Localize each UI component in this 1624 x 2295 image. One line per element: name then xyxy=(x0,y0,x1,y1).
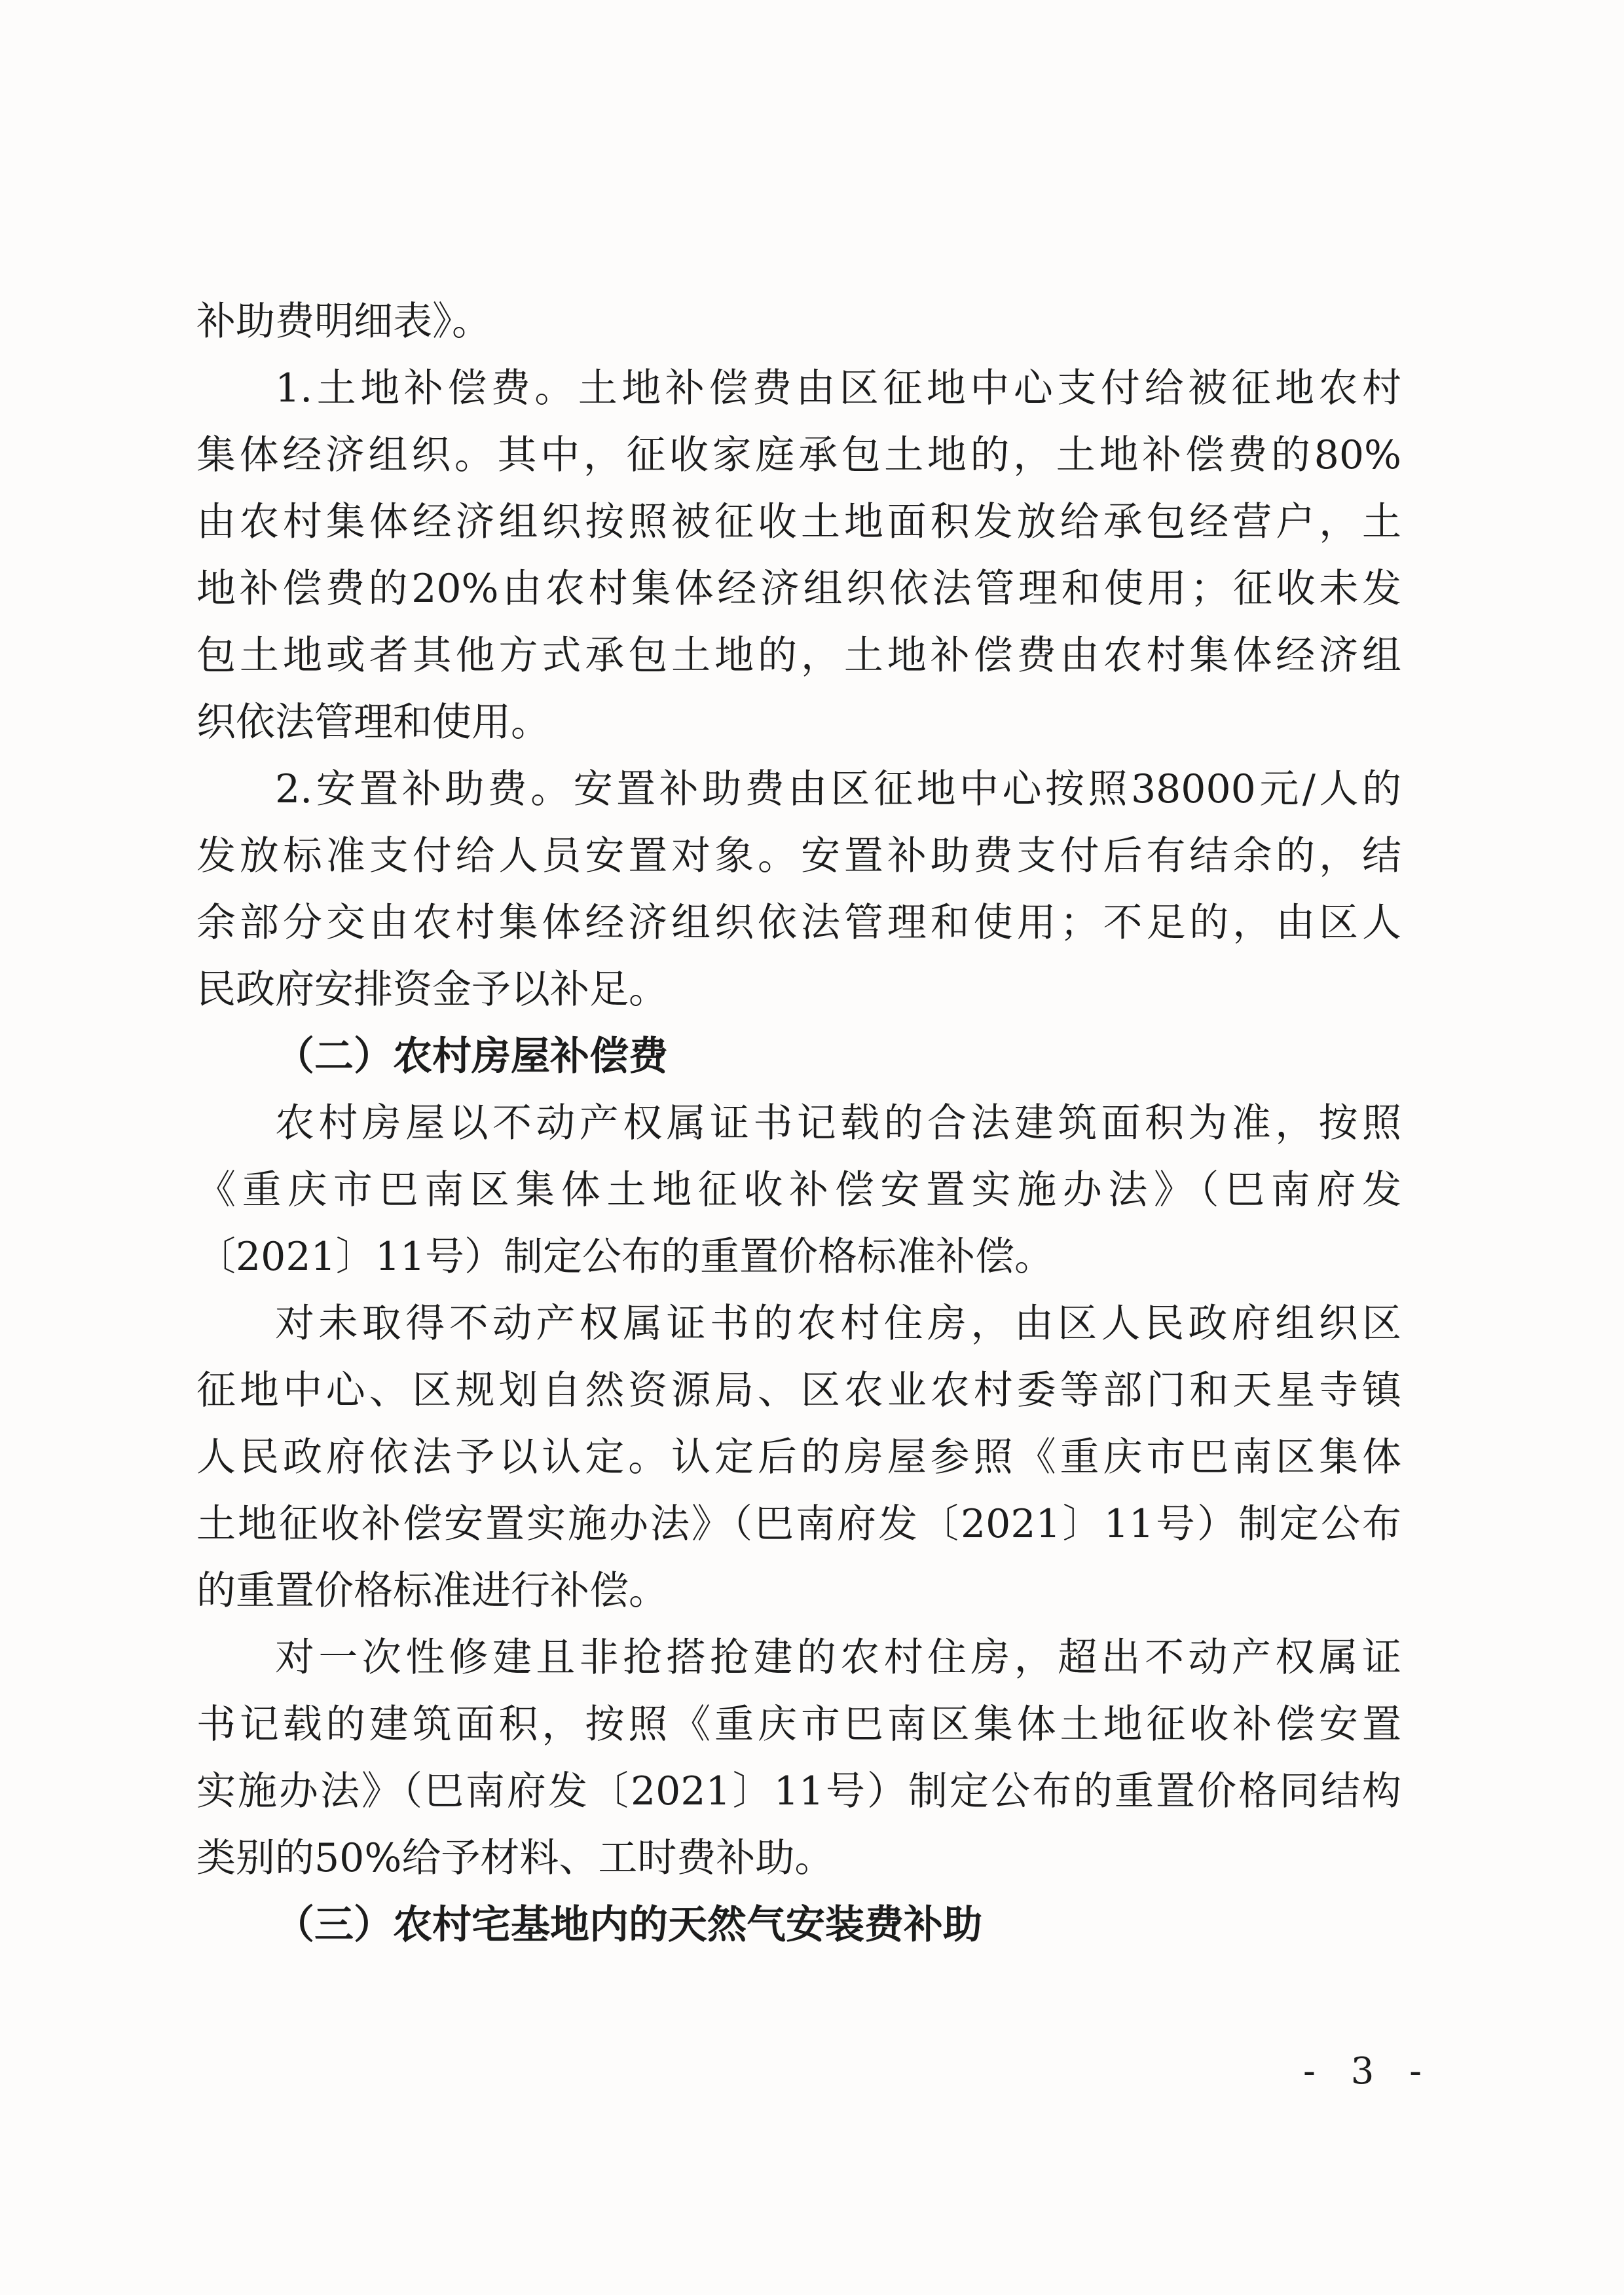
body-line: 包土地或者其他方式承包土地的，土地补偿费由农村集体经济组 xyxy=(196,633,1401,679)
page-number: - 3 - xyxy=(1303,2050,1434,2093)
body-line: 对一次性修建且非抢搭抢建的农村住房，超出不动产权属证 xyxy=(275,1635,1401,1681)
body-line: 余部分交由农村集体经济组织依法管理和使用；不足的，由区人 xyxy=(196,900,1401,946)
section-heading: （三）农村宅基地内的天然气安装费补助 xyxy=(275,1902,982,1948)
body-line: 对未取得不动产权属证书的农村住房，由区人民政府组织区 xyxy=(275,1301,1401,1347)
body-line: 织依法管理和使用。 xyxy=(196,700,550,745)
section-heading: （二）农村房屋补偿费 xyxy=(275,1034,668,1079)
body-line: 书记载的建筑面积，按照《重庆市巴南区集体土地征收补偿安置 xyxy=(196,1702,1401,1747)
body-line: 集体经济组织。其中，征收家庭承包土地的，土地补偿费的80% xyxy=(196,432,1401,478)
body-line: 2.安置补助费。安置补助费由区征地中心按照38000元/人的 xyxy=(275,766,1401,812)
body-line: 发放标准支付给人员安置对象。安置补助费支付后有结余的，结 xyxy=(196,833,1401,879)
body-line: 人民政府依法予以认定。认定后的房屋参照《重庆市巴南区集体 xyxy=(196,1434,1401,1480)
body-line: 的重置价格标准进行补偿。 xyxy=(196,1568,668,1614)
body-line: 实施办法》（巴南府发〔2021〕11号）制定公布的重置价格同结构 xyxy=(196,1768,1401,1814)
body-line: 《重庆市巴南区集体土地征收补偿安置实施办法》（巴南府发 xyxy=(196,1167,1401,1213)
body-line: 民政府安排资金予以补足。 xyxy=(196,967,668,1013)
body-line: 土地征收补偿安置实施办法》（巴南府发〔2021〕11号）制定公布 xyxy=(196,1501,1401,1547)
body-line: 地补偿费的20%由农村集体经济组织依法管理和使用；征收未发 xyxy=(196,566,1401,612)
body-line: 征地中心、区规划自然资源局、区农业农村委等部门和天星寺镇 xyxy=(196,1368,1401,1413)
body-line: 农村房屋以不动产权属证书记载的合法建筑面积为准，按照 xyxy=(275,1100,1401,1146)
body-line: 〔2021〕11号）制定公布的重置价格标准补偿。 xyxy=(196,1234,1054,1280)
document-body xyxy=(196,288,1401,1958)
body-line: 由农村集体经济组织按照被征收土地面积发放给承包经营户，土 xyxy=(196,499,1401,545)
body-line: 1.土地补偿费。土地补偿费由区征地中心支付给被征地农村 xyxy=(275,365,1401,411)
body-line: 补助费明细表》。 xyxy=(196,299,491,345)
body-line: 类别的50%给予材料、工时费补助。 xyxy=(196,1835,834,1881)
